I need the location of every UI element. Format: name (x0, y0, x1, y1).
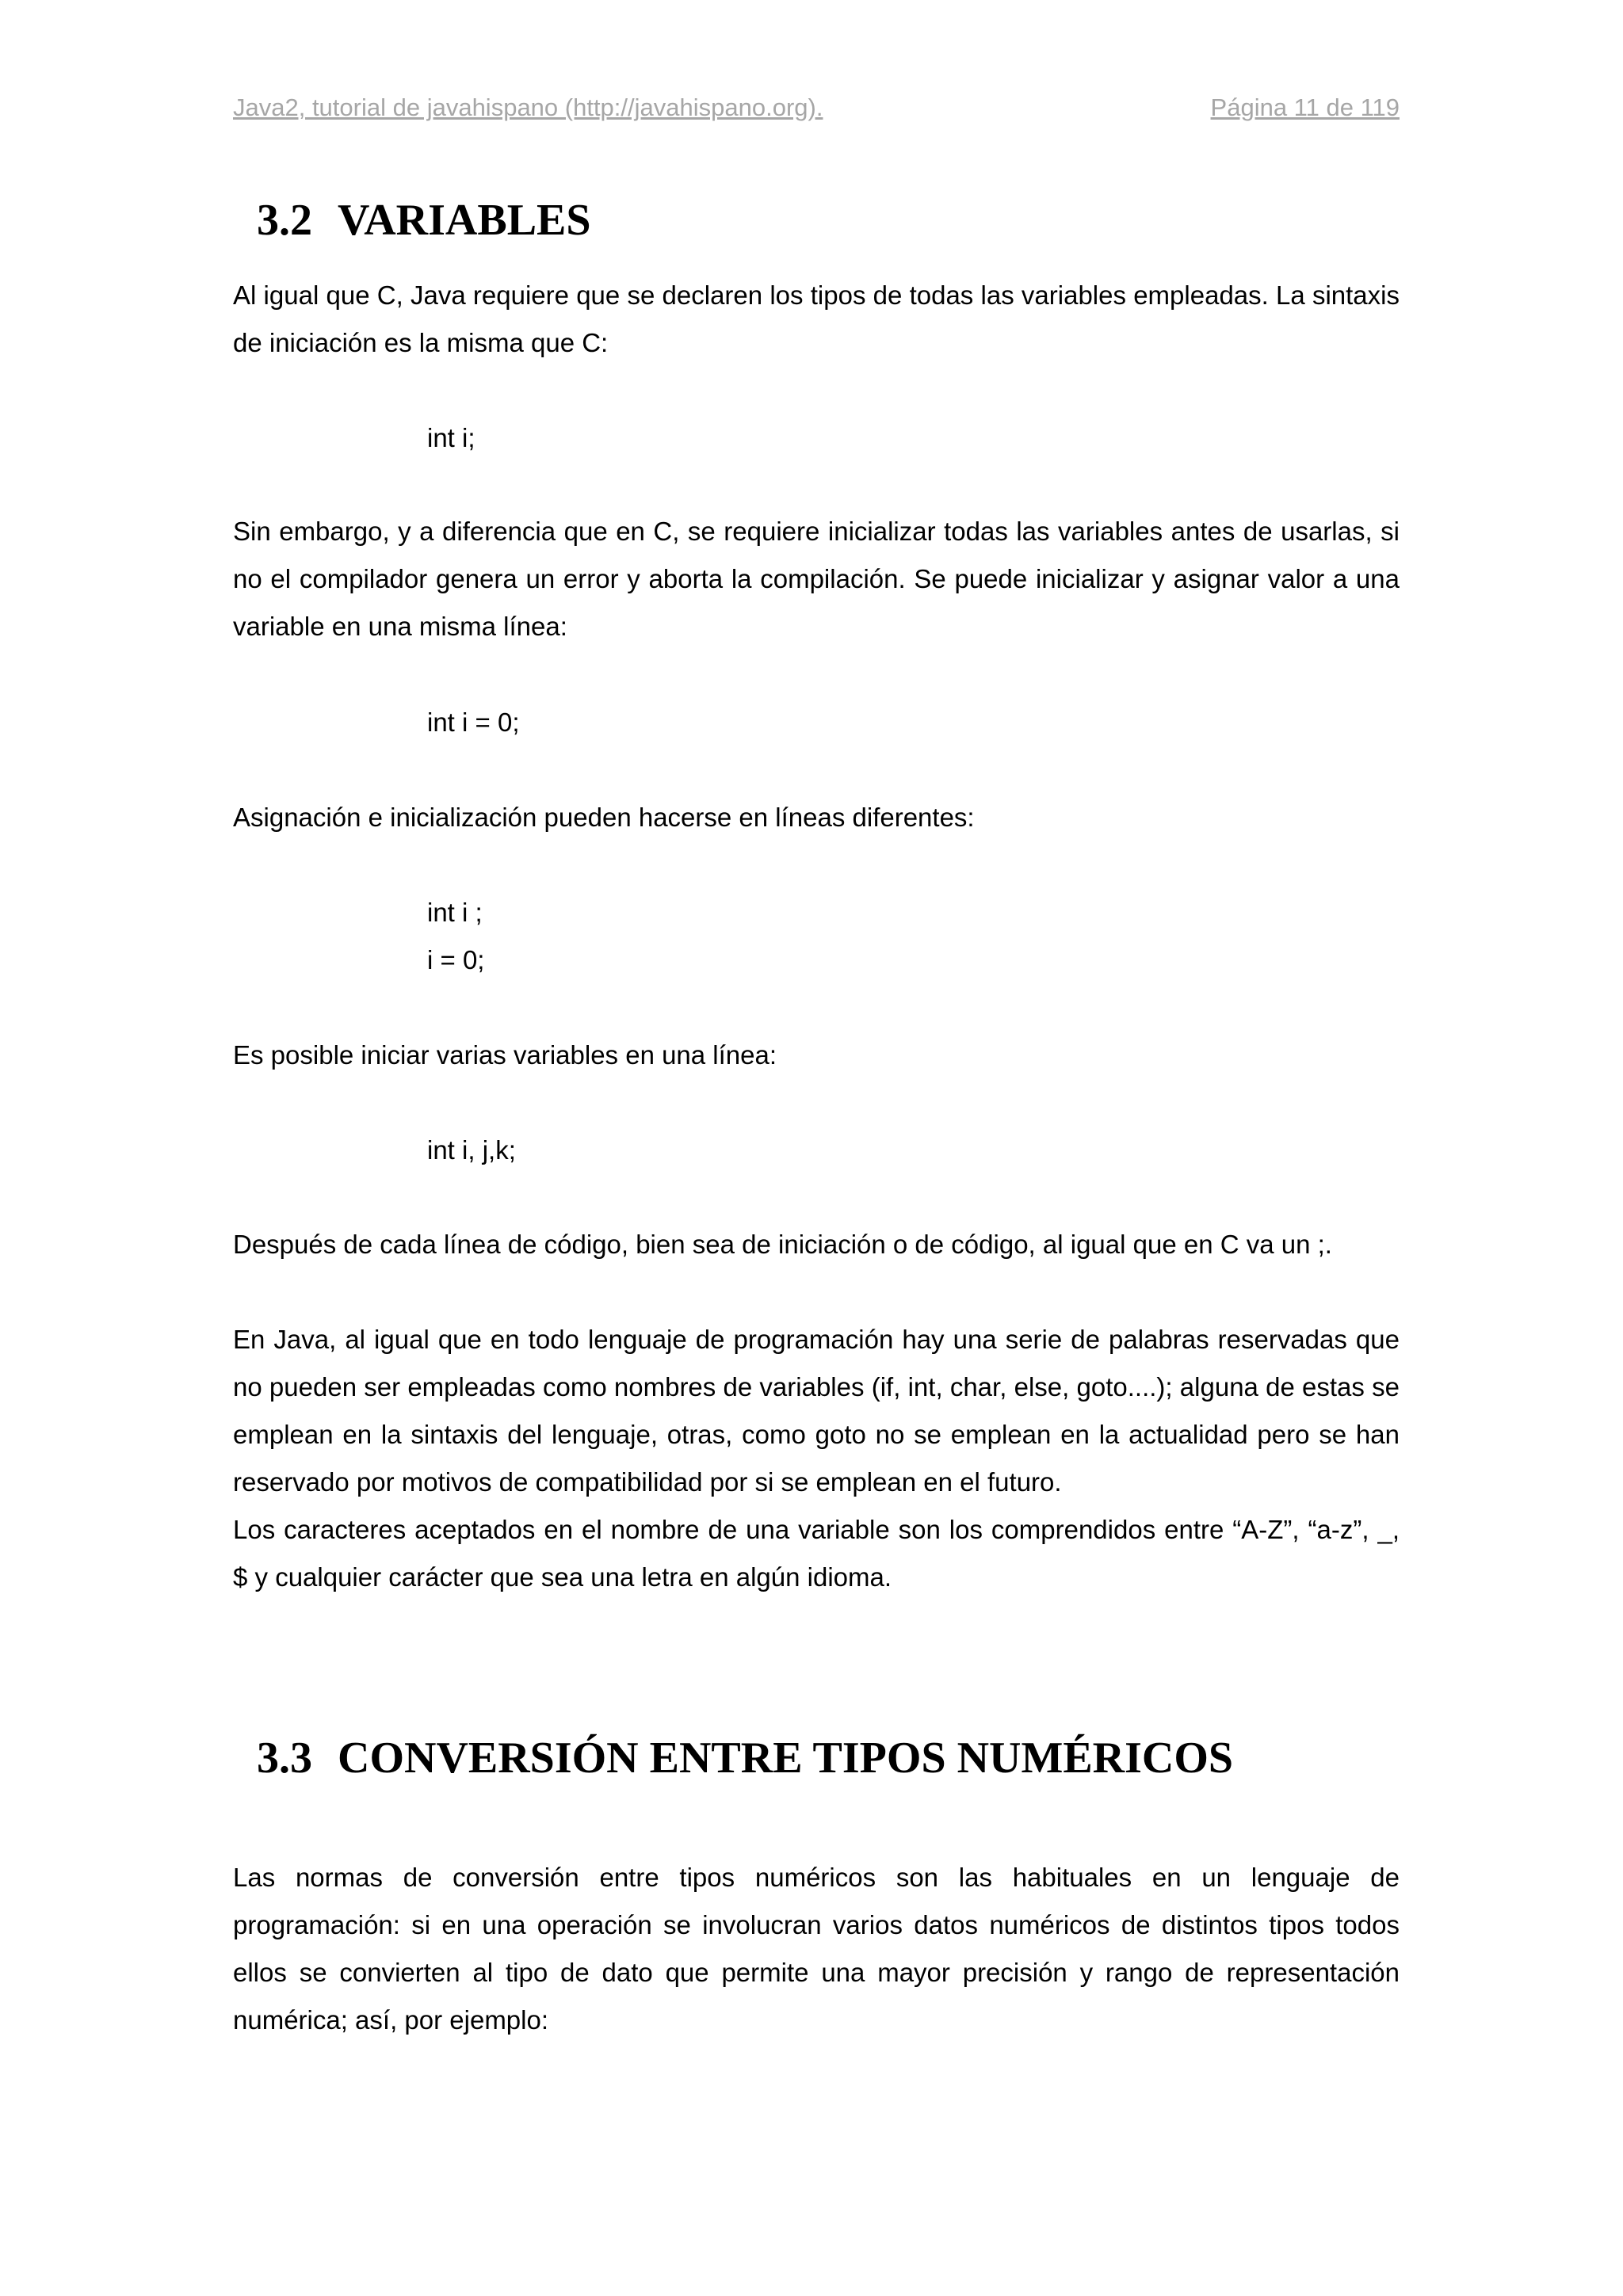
code-snippet: int i = 0; (427, 707, 520, 737)
paragraph: Sin embargo, y a diferencia que en C, se requiere inicializar todas las variables antes de usarlas, si no el compilador genera un error y aborta la compilación. Se puede inicializar y asignar valor a una variable en una misma línea: (233, 517, 1400, 641)
code-snippet: int i; (427, 423, 475, 452)
paragraph: Es posible iniciar varias variables en una línea: (233, 1040, 777, 1070)
section-title: CONVERSIÓN ENTRE TIPOS NUMÉRICOS (338, 1733, 1234, 1783)
code-snippet: int i, j,k; (427, 1135, 516, 1165)
paragraph: Los caracteres aceptados en el nombre de una variable son los comprendidos entre “A-Z”, “a-z”, _, $ y cualquier carácter que sea una letra en algún idioma. (233, 1515, 1400, 1592)
paragraph: Asignación e inicialización pueden hacerse en líneas diferentes: (233, 803, 975, 832)
section-number: 3.3 (257, 1733, 312, 1783)
paragraph: Después de cada línea de código, bien sea de iniciación o de código, al igual que en C va un ;. (233, 1230, 1332, 1259)
section-number: 3.2 (257, 196, 312, 245)
code-snippet-line: int i ; (427, 898, 483, 927)
paragraph: Las normas de conversión entre tipos numéricos son las habituales en un lenguaje de programación: si en una operación se involucran varios datos numéricos de distintos tipos todos ellos se convierten al tipo de dato que permite una mayor precisión y rango de representación numérica; así, por ejemplo: (233, 1863, 1400, 2035)
section-heading-conversion (257, 1733, 1233, 1783)
section-title: VARIABLES (338, 196, 591, 245)
code-snippet-line: i = 0; (427, 945, 485, 974)
paragraph: En Java, al igual que en todo lenguaje de programación hay una serie de palabras reservadas que no pueden ser empleadas como nombres de variables (if, int, char, else, goto....); alguna de estas se emplean en la sintaxis del lenguaje, otras, como goto no se emplean en la actualidad pero se han reservado por motivos de compatibilidad por si se emplean en el futuro. (233, 1325, 1400, 1497)
paragraph: Al igual que C, Java requiere que se declaren los tipos de todas las variables empleadas. La sintaxis de iniciación es la misma que C: (233, 280, 1400, 357)
header-page-number: Página 11 de 119 (1210, 93, 1400, 121)
header-title: Java2, tutorial de javahispano (http://javahispano.org). (233, 93, 823, 121)
page-header (233, 93, 1400, 133)
section-heading-variables (257, 195, 591, 246)
